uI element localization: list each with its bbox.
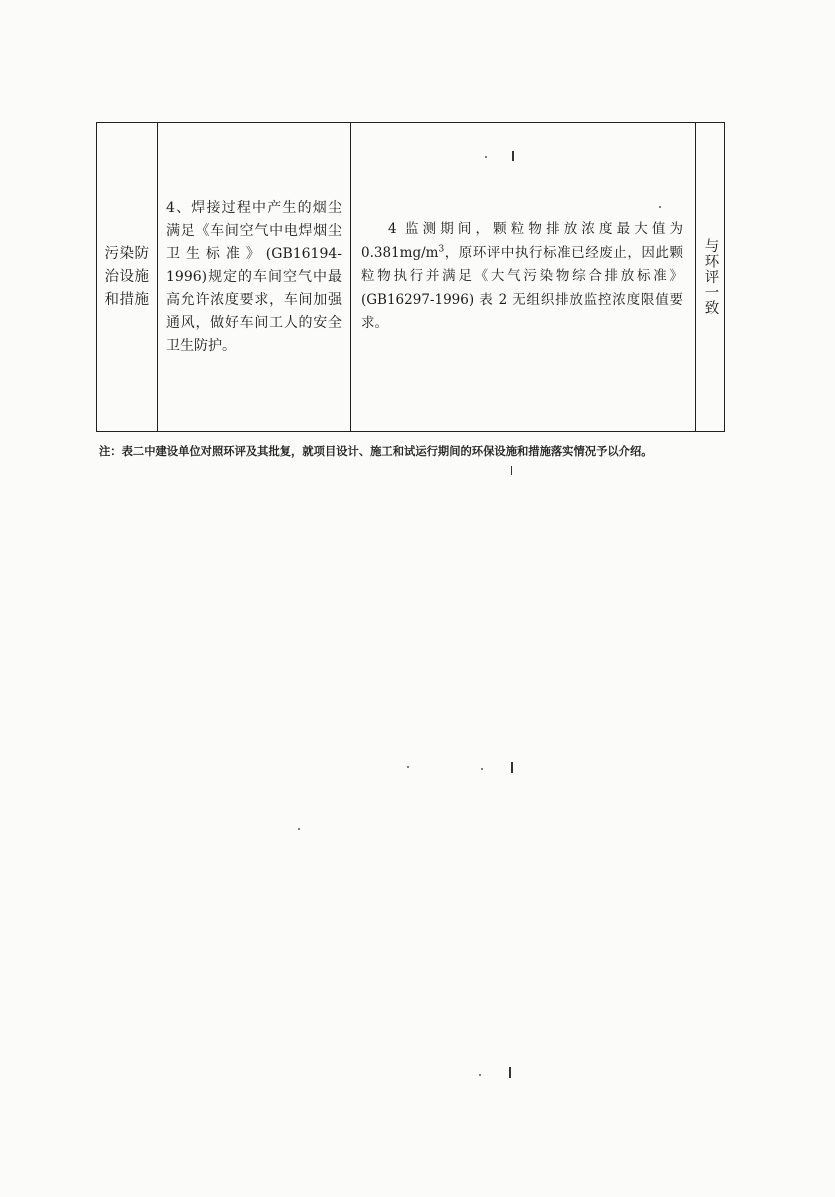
requirement-text: 4、焊接过程中产生的烟尘满足《车间空气中电焊烟尘卫生标准》(GB16194-1996)规定的车间空气中最高允许浓度要求，车间加强通风，做好车间工人的安全卫生防护。 — [166, 199, 342, 354]
scan-speck — [479, 1074, 481, 1076]
scan-mark — [511, 762, 513, 773]
implementation-text-part2: ，原环评中执行标准已经废止，因此颗粒物执行并满足《大气污染物综合排放标准》(GB16297-1996) 表 2 无组织排放监控浓度限值要求。 — [361, 244, 683, 332]
environmental-measures-table — [96, 122, 725, 432]
unit-superscript: 3 — [438, 244, 445, 255]
row-label: 污染防治设施和措施 — [104, 245, 150, 308]
table-row — [97, 123, 725, 432]
implementation-text — [351, 218, 695, 336]
scan-speck — [481, 768, 483, 770]
scan-speck — [485, 156, 487, 158]
scan-mark — [512, 151, 514, 161]
footnote: 注：表二中建设单位对照环评及其批复，就项目设计、施工和试运行期间的环保设施和措施落实情况予以介绍。 — [99, 445, 653, 458]
scan-speck — [407, 766, 409, 768]
scan-mark — [511, 466, 512, 475]
scan-speck — [298, 828, 300, 830]
implementation-text-part1: 4 监测期间，颗粒物排放浓度最大值为0.381mg/m — [361, 221, 683, 261]
scan-mark — [509, 1067, 511, 1078]
result-text: 与环评一致 — [702, 238, 719, 316]
result-cell — [696, 123, 725, 432]
implementation-cell — [351, 123, 696, 432]
scan-speck — [659, 206, 661, 208]
requirement-cell — [158, 123, 351, 432]
row-label-cell — [97, 123, 158, 432]
